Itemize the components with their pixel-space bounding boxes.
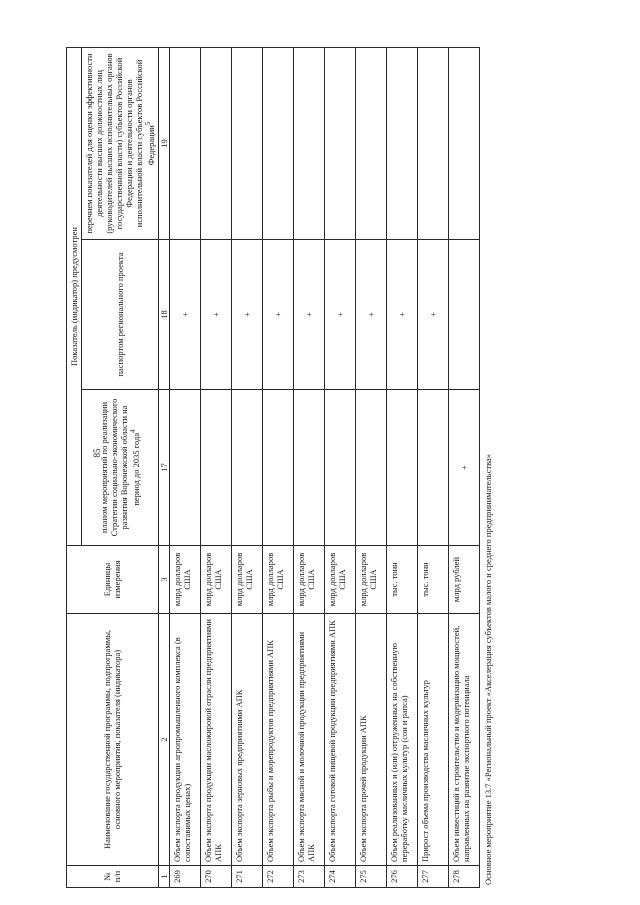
row-unit: млрд долларов США (355, 546, 386, 614)
table-row (293, 47, 324, 887)
row-unit: тыс. тонн (417, 546, 448, 614)
table-row (324, 47, 355, 887)
row-plan-mark (386, 390, 417, 546)
row-unit: млрд долларов США (324, 546, 355, 614)
row-num: 275 (355, 866, 386, 888)
row-plan-mark (169, 390, 200, 546)
row-name: Объем экспорта продукции агропромышленного комплекса (в сопоставимых ценах) (169, 614, 200, 866)
row-name: Объем экспорта мясной и молочной продукции предприятиями АПК (293, 614, 324, 866)
row-num: 269 (169, 866, 200, 888)
row-passport-mark: + (262, 240, 293, 390)
row-name: Объем инвестиций в строительство и модернизацию мощностей, направленных на развитие экспортного потенциала (448, 614, 479, 866)
row-plan-mark (262, 390, 293, 546)
row-num: 274 (324, 866, 355, 888)
header-name: Наименование государственной программы, подпрограммы, основного мероприятия, показателя (индикатора) (67, 614, 159, 866)
table-row (355, 47, 386, 887)
row-passport-mark: + (293, 240, 324, 390)
header-plan-footnote: 4 (129, 429, 138, 433)
table-row (448, 47, 479, 887)
table-row (262, 47, 293, 887)
row-num: 271 (231, 866, 262, 888)
row-num: 272 (262, 866, 293, 888)
header-list (82, 47, 159, 239)
row-list-mark (231, 47, 262, 239)
row-passport-mark: + (231, 240, 262, 390)
row-unit: млрд рублей (448, 546, 479, 614)
row-name: Объем экспорта продукции масложировой отрасли предприятиями АПК (200, 614, 231, 866)
column-number: 2 (158, 614, 169, 866)
row-name: Прирост объема производства масличных культур (417, 614, 448, 866)
row-unit: млрд долларов США (200, 546, 231, 614)
row-plan-mark (200, 390, 231, 546)
row-name: Объем экспорта рыбы и морепродуктов предприятиями АПК (262, 614, 293, 866)
column-number-row (158, 47, 169, 887)
row-num: 273 (293, 866, 324, 888)
row-unit: млрд долларов США (293, 546, 324, 614)
row-num: 278 (448, 866, 479, 888)
row-plan-mark (417, 390, 448, 546)
rotated-page-content (66, 30, 634, 888)
row-passport-mark: + (169, 240, 200, 390)
table-row (386, 47, 417, 887)
header-plan-text: планом мероприятий по реализации Стратегии социально-экономического развития Воронежской области на период до 2035 года (99, 398, 141, 537)
page-number: 85 (92, 448, 102, 458)
row-plan-mark (231, 390, 262, 546)
row-num: 270 (200, 866, 231, 888)
table-header (67, 47, 159, 887)
row-plan-mark: + (448, 390, 479, 546)
row-name: Объем реализованных и (или) отгруженных на собственную переработку масличных культур (сои и рапса) (386, 614, 417, 866)
row-list-mark (200, 47, 231, 239)
row-list-mark (293, 47, 324, 239)
row-name: Объем экспорта зерновых предприятиями АПК (231, 614, 262, 866)
row-num: 277 (417, 866, 448, 888)
section-footer-note: Основное мероприятие 13.7 «Региональный проект «Акселерация субъектов малого и среднего предпринимательства» (482, 453, 493, 885)
row-passport-mark: + (324, 240, 355, 390)
column-number: 1 (158, 866, 169, 888)
row-passport-mark: + (417, 240, 448, 390)
row-name: Объем экспорта готовой пищевой продукции предприятиями АПК (324, 614, 355, 866)
column-number: 19 (158, 47, 169, 239)
row-unit: млрд долларов США (262, 546, 293, 614)
row-passport-mark: + (200, 240, 231, 390)
header-passport: паспортом регионального проекта (82, 240, 159, 390)
row-num: 276 (386, 866, 417, 888)
table-row (417, 47, 448, 887)
row-name: Объем экспорта прочей продукции АПК (355, 614, 386, 866)
header-group: Показатель (индикатор) предусмотрен (67, 47, 82, 545)
row-passport-mark: + (355, 240, 386, 390)
row-unit: млрд долларов США (169, 546, 200, 614)
row-list-mark (417, 47, 448, 239)
header-list-text: перечнем показателей для оценки эффективности деятельности высших должностных лиц (руководителей высших исполнительных органов государственной власти) субъектов Российской Федерации и деятельности органов исполнительной власти субъектов Российской Федерации (84, 53, 156, 234)
row-plan-mark (324, 390, 355, 546)
column-number: 18 (158, 240, 169, 390)
row-plan-mark (355, 390, 386, 546)
row-passport-mark: + (386, 240, 417, 390)
row-plan-mark (293, 390, 324, 546)
row-list-mark (355, 47, 386, 239)
row-unit: млрд долларов США (231, 546, 262, 614)
column-number: 3 (158, 546, 169, 614)
table-row (231, 47, 262, 887)
row-list-mark (324, 47, 355, 239)
header-list-footnote: 5 (144, 121, 153, 126)
row-unit: тыс. тонн (386, 546, 417, 614)
row-passport-mark (448, 240, 479, 390)
row-list-mark (262, 47, 293, 239)
header-unit: Единицы измерения (67, 546, 159, 614)
header-num: № п/п (67, 866, 159, 888)
row-list-mark (169, 47, 200, 239)
table-row (169, 47, 200, 887)
header-plan (82, 390, 159, 546)
row-list-mark (448, 47, 479, 239)
indicators-table (66, 47, 480, 888)
column-number: 17 (158, 390, 169, 546)
table-body (169, 47, 479, 887)
table-row (200, 47, 231, 887)
row-list-mark (386, 47, 417, 239)
